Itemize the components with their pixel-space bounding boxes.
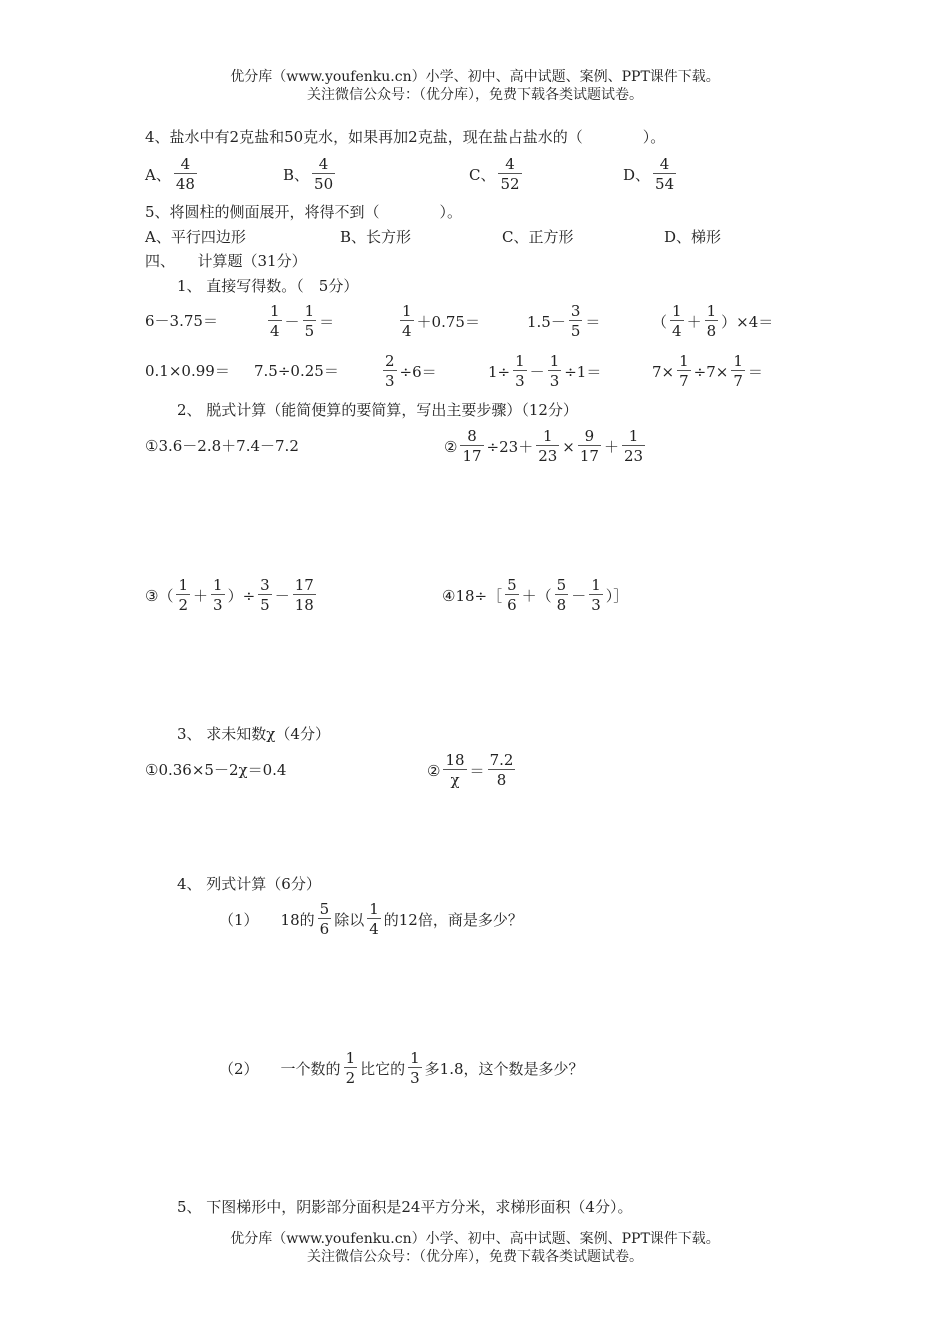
denominator: 8 — [706, 322, 717, 340]
item-mark: ② — [444, 437, 458, 456]
denominator: 5 — [304, 322, 315, 340]
q4-option-a-label: A、 — [145, 165, 171, 184]
q4-option-d — [623, 155, 679, 194]
header-line-2: 关注微信公众号：（优分库），免费下载各类试题试卷。 — [307, 87, 643, 103]
denominator: 23 — [538, 447, 558, 465]
denominator: 3 — [213, 596, 223, 614]
fraction — [303, 302, 317, 341]
part-4-title: 4、 列式计算（6分） — [177, 875, 321, 893]
item-mark: ④18÷［ — [442, 586, 503, 605]
numerator: 1 — [402, 302, 412, 320]
paren-open: （ — [652, 312, 668, 331]
fraction — [258, 576, 272, 615]
q4-option-a — [145, 155, 200, 194]
denominator: 4 — [270, 322, 280, 340]
part-1-title: 1、 直接写得数。（ 5分） — [177, 277, 359, 295]
denominator: 17 — [579, 447, 599, 465]
fraction — [705, 302, 719, 341]
numerator: 1 — [591, 576, 601, 594]
fraction — [383, 352, 397, 391]
numerator: 4 — [498, 155, 521, 174]
q4-option-b-fraction — [312, 155, 335, 194]
numerator: 4 — [312, 155, 335, 174]
numerator: 1 — [515, 352, 525, 370]
part-3-title: 3、 求未知数χ（4分） — [177, 725, 330, 743]
direct-calc-9 — [488, 352, 601, 391]
equals: ＝ — [319, 312, 335, 331]
expression-rest: ÷6＝ — [399, 362, 437, 381]
denominator: 18 — [294, 596, 314, 614]
fraction — [460, 427, 483, 466]
problem-text: 比它的 — [360, 1059, 406, 1078]
numerator: 1 — [369, 900, 379, 918]
numerator: 3 — [570, 302, 581, 320]
equation-2 — [427, 751, 518, 790]
expression-rest: ÷1＝ — [564, 362, 602, 381]
bracket-close: ）］ — [605, 586, 629, 605]
numerator: 4 — [174, 155, 197, 174]
q5-option-d: D、梯形 — [664, 228, 722, 246]
fraction — [505, 576, 519, 615]
numerator: 18 — [445, 751, 465, 769]
fraction — [555, 576, 569, 615]
denominator: 17 — [462, 447, 482, 465]
footer-line-2: 关注微信公众号：（优分库），免费下载各类试题试卷。 — [307, 1249, 643, 1265]
fraction — [548, 352, 562, 391]
operator: ＋（ — [521, 586, 552, 605]
numerator: 1 — [178, 576, 188, 594]
fraction — [731, 352, 745, 391]
expression-prefix: 1.5－ — [527, 312, 566, 331]
fraction — [211, 576, 225, 615]
denominator: 52 — [500, 175, 520, 193]
fraction — [176, 576, 190, 615]
fraction — [293, 576, 316, 615]
direct-calc-3 — [397, 302, 480, 341]
denominator: 3 — [410, 1069, 420, 1087]
fraction — [578, 427, 601, 466]
numerator: 1 — [270, 302, 280, 320]
equals: ＝ — [585, 312, 601, 331]
denominator: 6 — [319, 920, 330, 938]
q4-option-b — [283, 155, 338, 194]
denominator: 3 — [549, 372, 560, 390]
fraction — [443, 751, 466, 790]
q4-option-d-label: D、 — [623, 165, 651, 184]
denominator: χ — [450, 771, 460, 789]
denominator: 4 — [369, 920, 379, 938]
q5-option-c: C、正方形 — [502, 228, 574, 246]
denominator: 8 — [556, 596, 567, 614]
q4-option-b-label: B、 — [283, 165, 310, 184]
denominator: 5 — [260, 596, 270, 614]
paren-close: ）×4＝ — [721, 312, 774, 331]
q4-option-a-fraction — [174, 155, 197, 194]
numerator: 1 — [213, 576, 223, 594]
numerator: 9 — [578, 427, 601, 446]
question-4-text: 4、盐水中有2克盐和50克水，如果再加2克盐，现在盐占盐水的（ ）。 — [145, 128, 666, 146]
denominator: 6 — [507, 596, 517, 614]
numerator: 5 — [556, 576, 567, 594]
numerator: 1 — [549, 352, 560, 370]
fraction — [344, 1049, 358, 1088]
fraction — [589, 576, 603, 615]
equation-1: ①0.36×5－2χ＝0.4 — [145, 761, 287, 779]
item-index: （1） — [219, 910, 259, 929]
fraction — [536, 427, 559, 466]
fraction — [677, 352, 691, 391]
problem-text: 一个数的 — [280, 1059, 341, 1078]
fraction — [318, 900, 332, 939]
item-index: （2） — [219, 1059, 259, 1078]
operator: ÷23＋ — [486, 437, 534, 456]
q4-option-c-label: C、 — [469, 165, 496, 184]
problem-text: 多1.8，这个数是多少？ — [424, 1059, 584, 1078]
word-problem-1 — [219, 900, 523, 939]
equals: ＝ — [469, 761, 485, 780]
problem-text: 除以 — [334, 910, 365, 929]
denominator: 4 — [402, 322, 412, 340]
fraction — [268, 302, 282, 341]
numerator: 2 — [385, 352, 395, 370]
denominator: 3 — [515, 372, 525, 390]
numerator: 5 — [319, 900, 330, 918]
fraction — [488, 751, 516, 790]
numerator: 1 — [345, 1049, 356, 1067]
item-mark: ③（ — [145, 586, 174, 605]
item-mark: ② — [427, 761, 441, 780]
denominator: 48 — [175, 175, 195, 193]
part-2-title: 2、 脱式计算（能简便算的要简算，写出主要步骤）（12分） — [177, 401, 578, 419]
fraction — [367, 900, 381, 939]
direct-calc-10 — [652, 352, 763, 391]
fraction — [622, 427, 645, 466]
denominator: 23 — [623, 447, 644, 465]
operator: ＋ — [603, 437, 619, 456]
numerator: 1 — [304, 302, 315, 320]
fraction — [400, 302, 414, 341]
operator: － — [274, 586, 290, 605]
numerator: 17 — [294, 576, 314, 594]
denominator: 7 — [679, 372, 689, 390]
problem-text: 的12倍，商是多少？ — [383, 910, 523, 929]
header-line-1: 优分库（www.youfenku.cn）小学、初中、高中试题、案例、PPT课件下载。 — [230, 69, 720, 85]
numerator: 3 — [260, 576, 270, 594]
numerator: 5 — [507, 576, 517, 594]
denominator: 7 — [733, 372, 743, 390]
equals: ＝ — [747, 362, 763, 381]
direct-calc-5 — [652, 302, 773, 341]
part-5-title: 5、 下图梯形中，阴影部分面积是24平方分米，求梯形面积（4分）。 — [177, 1198, 633, 1216]
denominator: 3 — [591, 596, 601, 614]
numerator: 4 — [653, 155, 676, 174]
numerator: 8 — [460, 427, 483, 446]
denominator: 8 — [496, 771, 507, 789]
fraction — [670, 302, 684, 341]
numerator: 1 — [679, 352, 689, 370]
denominator: 3 — [385, 372, 395, 390]
expression-prefix: 1÷ — [488, 362, 511, 381]
operator: ＋ — [686, 312, 702, 331]
operator: ÷7× — [693, 362, 729, 381]
operator: × — [562, 437, 575, 456]
expression-rest: ＋0.75＝ — [416, 312, 480, 331]
operator: － — [529, 362, 545, 381]
direct-calc-4 — [527, 302, 600, 341]
denominator: 2 — [178, 596, 188, 614]
denominator: 2 — [345, 1069, 356, 1087]
section-4-title: 四、 计算题（31分） — [145, 252, 307, 270]
expression-prefix: 7× — [652, 362, 675, 381]
direct-calc-6: 0.1×0.99＝ — [145, 362, 230, 380]
numerator: 1 — [410, 1049, 420, 1067]
denominator: 50 — [314, 175, 334, 193]
numerator: 1 — [622, 427, 645, 446]
denominator: 54 — [655, 175, 675, 193]
denominator: 4 — [672, 322, 682, 340]
question-5-text: 5、将圆柱的侧面展开，将得不到（ ）。 — [145, 203, 463, 221]
fraction — [569, 302, 583, 341]
calc-4 — [442, 576, 628, 615]
q5-option-a: A、平行四边形 — [145, 228, 246, 246]
fraction — [513, 352, 527, 391]
direct-calc-7: 7.5÷0.25＝ — [254, 362, 339, 380]
word-problem-2 — [219, 1049, 584, 1088]
footer-line-1: 优分库（www.youfenku.cn）小学、初中、高中试题、案例、PPT课件下载。 — [230, 1231, 720, 1247]
q4-option-c-fraction — [498, 155, 521, 194]
q4-option-d-fraction — [653, 155, 676, 194]
calc-1: ①3.6－2.8＋7.4－7.2 — [145, 437, 299, 455]
q5-option-b: B、长方形 — [340, 228, 412, 246]
numerator: 1 — [672, 302, 682, 320]
operator: ）÷ — [227, 586, 256, 605]
direct-calc-2 — [265, 302, 334, 341]
direct-calc-8 — [380, 352, 437, 391]
calc-2 — [444, 427, 648, 466]
numerator: 1 — [706, 302, 717, 320]
direct-calc-1: 6－3.75＝ — [145, 312, 218, 330]
operator: － — [284, 312, 300, 331]
calc-3 — [145, 576, 319, 615]
fraction — [408, 1049, 422, 1088]
problem-text: 18的 — [280, 910, 315, 929]
numerator: 7.2 — [489, 751, 514, 769]
operator: ＋ — [193, 586, 209, 605]
q4-option-c — [469, 155, 525, 194]
numerator: 1 — [536, 427, 559, 446]
operator: － — [571, 586, 587, 605]
denominator: 5 — [570, 322, 581, 340]
numerator: 1 — [733, 352, 743, 370]
